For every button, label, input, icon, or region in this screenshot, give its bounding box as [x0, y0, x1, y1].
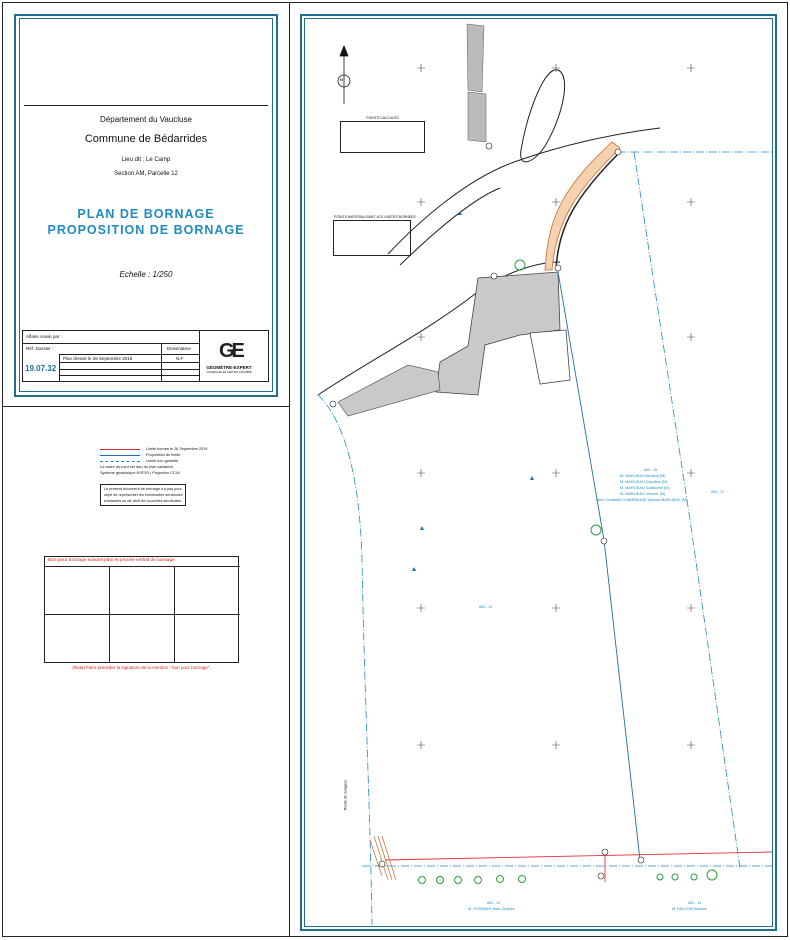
owner-am15: M. MARLIEAU Claudine (M)	[620, 480, 668, 484]
affaire-label: Affaire suivie par :	[26, 334, 62, 339]
parcel-am17-label: AM - 17	[711, 490, 725, 494]
document-subtitle: PROPOSITION DE BORNAGE	[47, 223, 245, 237]
owner-am15: M. MARLIEAU Jérome (M)	[620, 492, 666, 496]
legend-item-non-garantie: Limite non garantie	[146, 459, 179, 463]
servitudes-note-line: Le présent document de bornage n'a pas pour	[104, 487, 182, 491]
scale-label: Echelle : 1/250	[119, 270, 173, 279]
points-calcules-table	[340, 116, 425, 153]
proposed-limit	[558, 272, 640, 860]
parcel-am14-label: AM - 14	[688, 901, 702, 905]
grid-crosses	[417, 64, 695, 749]
owner-am15: M. MARLIEAU Guillaume (M)	[620, 486, 670, 490]
servitudes-note-line: objet de représenter les éventuelles servitudes	[104, 493, 183, 497]
signature-header: Bon pour bornage suivant plan et procès-verbal de bornage	[48, 558, 175, 563]
servitudes-note-line: existantes ou de droit de nouvelles servitudes.	[104, 499, 182, 503]
dessinateur-label: Dessinateur	[167, 346, 192, 351]
annex-building	[530, 330, 570, 384]
owner-am14: M. FALCON Maurice	[672, 907, 708, 911]
hedge-hatch	[370, 836, 396, 880]
legend-note-geodesie: Système géodésique RGF93 • Projection CC44	[100, 471, 180, 475]
north-arrow-icon	[338, 46, 350, 104]
owner-am13: M. GERMAIN Jean-Charles	[468, 907, 515, 911]
signature-nota: (Nota) Faire précéder la signature de la mention " bon pour bornage".	[72, 665, 211, 670]
ref-dossier-label: Réf. Dossier :	[26, 346, 54, 351]
legend-note-cadastre: Le cadre du nord est issu du plan cadastral,	[100, 465, 174, 469]
commune-label: Commune de Bédarrides	[84, 133, 208, 145]
north-label: N	[340, 78, 343, 82]
parcel-am12-label: AM - 12	[479, 605, 493, 609]
parcel-am13-label: AM - 13	[487, 901, 501, 905]
section-label: Section AM, Parcelle 12	[114, 171, 178, 177]
points-table-title: POINTS CALCULÉS	[366, 116, 399, 120]
dessinateur-value: N.F	[176, 356, 184, 361]
parcel-am15-label: AM - 15	[644, 468, 658, 472]
legend-item-bornee: Limite bornée le 26 Septembre 2019	[146, 447, 208, 451]
lieu-dit-label: Lieu dit : Le Camp	[121, 157, 171, 163]
logo-subtitle: CONSEILLER EN GESTION FONCIÈRE	[206, 371, 252, 374]
dossier-number: 19.07.32	[25, 364, 57, 373]
road-label: Route de Sorgues	[343, 779, 348, 811]
owner-am15: Mme Christelle CHAMPAGNE épouse MARLIEAU (M)	[596, 498, 688, 502]
owner-am15: M. MARLIEAU Armand (M)	[620, 474, 666, 478]
points-bornes-title: POINTS MATERIALISANT LES LIMITES BORNÉES	[334, 215, 416, 219]
logo-brand: GÉOMÈTRE-EXPERT	[206, 365, 252, 370]
legend-item-proposition: Proposition de limite	[146, 453, 181, 457]
road-edges	[318, 128, 660, 395]
points-bornes-table	[333, 215, 416, 256]
logo-mark: GE	[219, 340, 242, 362]
document-title: PLAN DE BORNAGE	[77, 207, 215, 221]
plan-date-label: Plan dressé le 26 Septembre 2019	[63, 356, 133, 361]
departement-label: Département du Vaucluse	[100, 115, 192, 124]
building-hatch	[467, 24, 486, 142]
